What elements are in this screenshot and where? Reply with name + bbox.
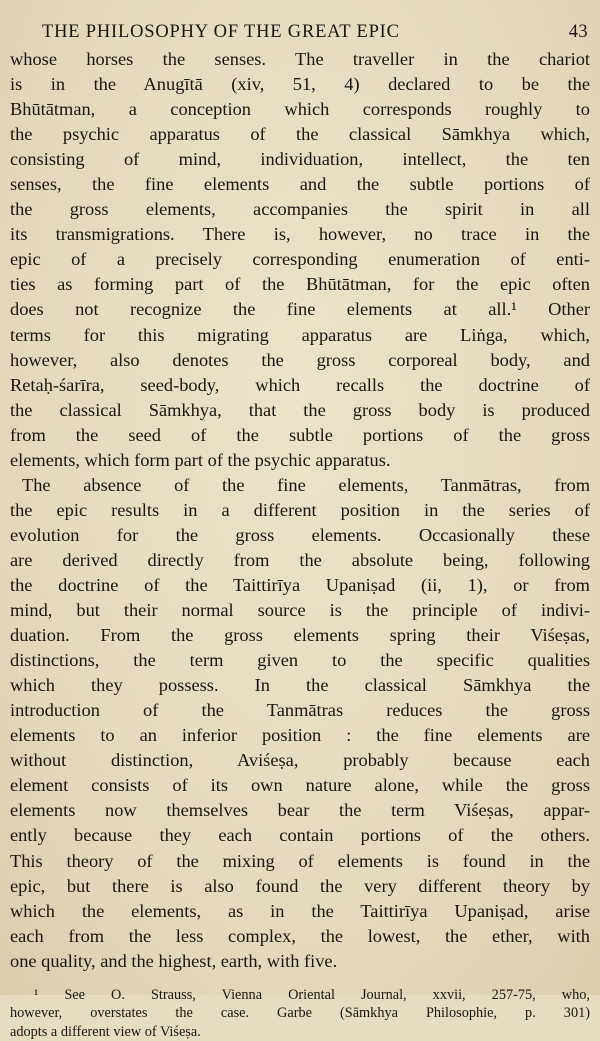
text-line: does not recognize the fine elements at all.¹ Other	[10, 299, 590, 320]
text-line: the classical Sāmkhya, that the gross body is produced	[10, 399, 590, 420]
text-line: one quality, and the highest, earth, with five.	[10, 950, 338, 971]
text-line: This theory of the mixing of elements is found in the	[10, 850, 590, 871]
text-line: The absence of the fine elements, Tanmātras, from	[22, 474, 590, 495]
text-line: distinctions, the term given to the specific qualities	[10, 650, 590, 671]
text-line: whose horses the senses. The traveller in the chariot	[10, 49, 590, 69]
text-line: which the elements, as in the Taittirīya Upaniṣad, arise	[10, 900, 590, 921]
text-line: epic of a precisely corresponding enumeration of enti-	[10, 249, 590, 270]
page-number: 43	[568, 22, 588, 42]
running-title: THE PHILOSOPHY OF THE GREAT EPIC	[42, 22, 400, 42]
text-line: ently because they each contain portions of the others.	[10, 825, 590, 846]
text-line: Bhūtātman, a conception which corresponds roughly to	[10, 99, 590, 120]
text-line: elements now themselves bear the term Viśeṣas, appar-	[10, 800, 590, 821]
text-line: terms for this migrating apparatus are Liṅga, which,	[10, 324, 590, 345]
running-header	[10, 22, 590, 43]
text-line: consisting of mind, individuation, intellect, the ten	[10, 149, 590, 170]
text-line: without distinction, Aviśeṣa, probably because each	[10, 750, 590, 771]
text-line: elements to an inferior position : the fine elements are	[10, 725, 590, 746]
text-line: ties as forming part of the Bhūtātman, for the epic often	[10, 274, 590, 295]
footnote-line: ¹ See O. Strauss, Vienna Oriental Journal, xxvii, 257-75, who,	[34, 986, 590, 1003]
text-line: mind, but their normal source is the principle of indivi-	[10, 600, 590, 621]
text-line: the gross elements, accompanies the spirit in all	[10, 199, 590, 220]
text-line: introduction of the Tanmātras reduces the gross	[10, 700, 590, 721]
text-line: the doctrine of the Taittirīya Upaniṣad (ii, 1), or from	[10, 574, 590, 595]
footnotes	[10, 986, 590, 1041]
text-line: is in the Anugītā (xiv, 51, 4) declared to be the	[10, 74, 590, 95]
text-line: are derived directly from the absolute being, following	[10, 549, 590, 570]
text-line: its transmigrations. There is, however, no trace in the	[10, 224, 590, 245]
text-line: however, also denotes the gross corporeal body, and	[10, 349, 590, 370]
text-line: element consists of its own nature alone, while the gross	[10, 775, 590, 796]
footnote-line: however, overstates the case. Garbe (Sāmkhya Philosophie, p. 301)	[10, 1005, 590, 1022]
text-line: which they possess. In the classical Sāmkhya the	[10, 675, 590, 696]
text-line: Retaḥ-śarīra, seed-body, which recalls the doctrine of	[10, 374, 590, 395]
text-line: duation. From the gross elements spring their Viśeṣas,	[10, 625, 590, 646]
body-text	[10, 47, 590, 974]
text-line: evolution for the gross elements. Occasionally these	[10, 524, 590, 545]
text-line: each from the less complex, the lowest, the ether, with	[10, 925, 590, 946]
footnote-line: adopts a different view of Viśeṣa.	[10, 1023, 201, 1040]
text-line: elements, which form part of the psychic apparatus.	[10, 449, 391, 470]
text-line: the psychic apparatus of the classical Sāmkhya which,	[10, 124, 590, 145]
text-line: epic, but there is also found the very different theory by	[10, 875, 590, 896]
text-line: senses, the fine elements and the subtle portions of	[10, 174, 590, 195]
text-line: the epic results in a different position in the series of	[10, 499, 590, 520]
text-line: from the seed of the subtle portions of the gross	[10, 424, 590, 445]
